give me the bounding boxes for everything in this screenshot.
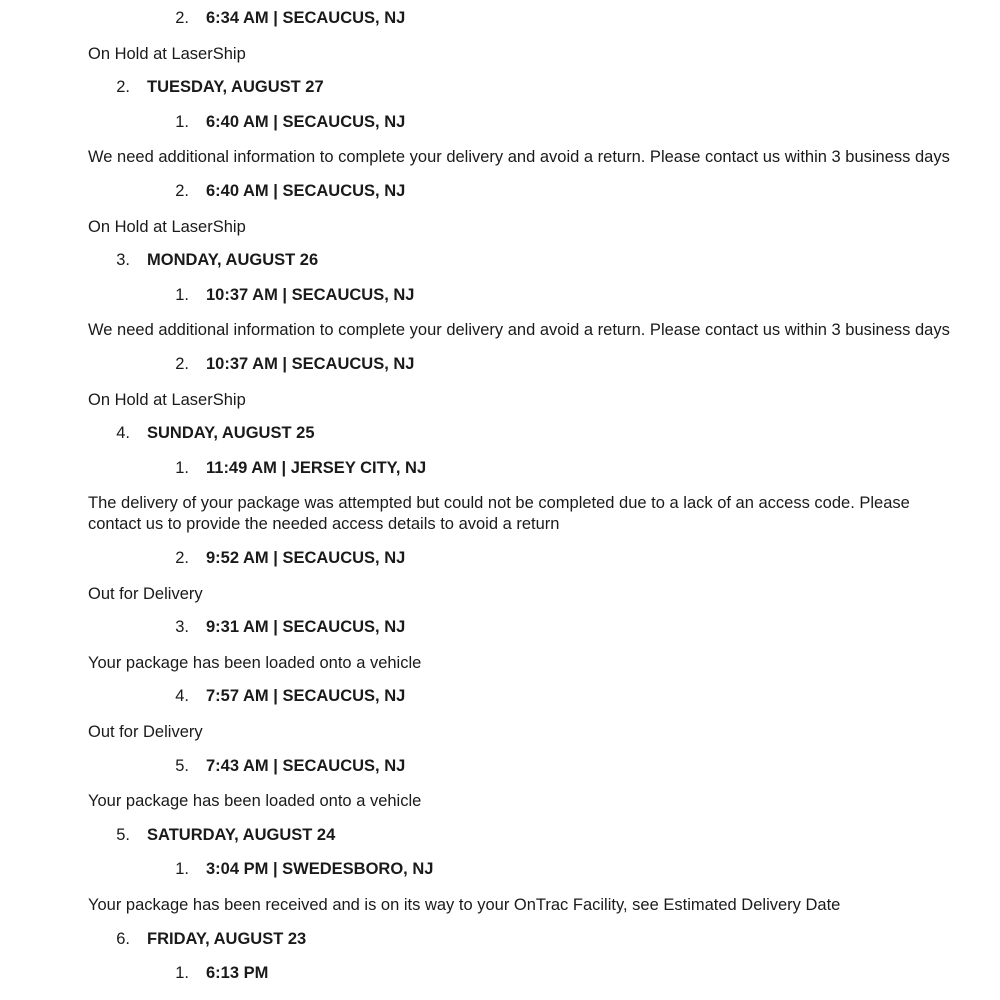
list-number: 1. [175, 458, 189, 477]
list-number: 1. [175, 112, 189, 131]
day-label: SATURDAY, AUGUST 24 [147, 825, 336, 844]
list-number: 5. [116, 825, 130, 844]
event-description: Your package has been loaded onto a vehicle [88, 792, 422, 811]
event-description: Your package has been loaded onto a vehicle [88, 653, 422, 672]
list-number: 2. [116, 78, 130, 97]
event-time-location: 10:37 AM | SECAUCUS, NJ [206, 355, 415, 373]
list-number: 4. [116, 424, 130, 443]
event-time-location: 10:37 AM | SECAUCUS, NJ [206, 285, 415, 304]
event-description: We need additional information to complete your delivery and avoid a return. Please contact us within 3 business days [88, 148, 950, 167]
event-description: The delivery of your package was attempted but could not be completed due to a lack of an access code. Please contact us to provide the needed access details to avoid a return [88, 494, 910, 534]
event-time-location: 6:40 AM | SECAUCUS, NJ [206, 112, 406, 131]
event-time-location: 7:57 AM | SECAUCUS, NJ [206, 687, 406, 706]
day-label: FRIDAY, AUGUST 23 [147, 929, 307, 948]
list-number: 3. [175, 618, 189, 637]
list-number: 5. [175, 756, 189, 775]
event-description: Your package has been received and is on its way to your OnTrac Facility, see Estimated Delivery Date [88, 896, 841, 914]
event-description: On Hold at LaserShip [88, 44, 246, 63]
list-number: 2. [175, 9, 189, 27]
event-time-location: 6:13 PM [206, 964, 269, 983]
day-label: TUESDAY, AUGUST 27 [147, 78, 324, 97]
day-label: SUNDAY, AUGUST 25 [147, 424, 315, 443]
event-description: Out for Delivery [88, 584, 203, 603]
event-time-location: 3:04 PM | SWEDESBORO, NJ [206, 860, 434, 879]
list-number: 2. [175, 182, 189, 200]
event-time-location: 6:34 AM | SECAUCUS, NJ [206, 9, 406, 27]
event-time-location: 6:40 AM | SECAUCUS, NJ [206, 182, 406, 200]
event-time-location: 9:52 AM | SECAUCUS, NJ [206, 549, 406, 567]
event-time-location: 9:31 AM | SECAUCUS, NJ [206, 618, 406, 637]
event-time-location: 7:43 AM | SECAUCUS, NJ [206, 756, 406, 775]
list-number: 6. [116, 929, 130, 948]
list-number: 3. [116, 251, 130, 270]
event-description: On Hold at LaserShip [88, 217, 246, 236]
event-description: Out for Delivery [88, 723, 203, 741]
list-number: 2. [175, 549, 189, 567]
list-number: 4. [175, 687, 189, 706]
day-label: MONDAY, AUGUST 26 [147, 251, 319, 270]
event-description: We need additional information to complete your delivery and avoid a return. Please contact us within 3 business days [88, 321, 950, 340]
list-number: 1. [175, 860, 189, 879]
list-number: 1. [175, 285, 189, 304]
event-time-location: 11:49 AM | JERSEY CITY, NJ [206, 458, 427, 477]
event-description: On Hold at LaserShip [88, 390, 246, 409]
list-number: 2. [175, 355, 189, 373]
list-number: 1. [175, 964, 189, 983]
